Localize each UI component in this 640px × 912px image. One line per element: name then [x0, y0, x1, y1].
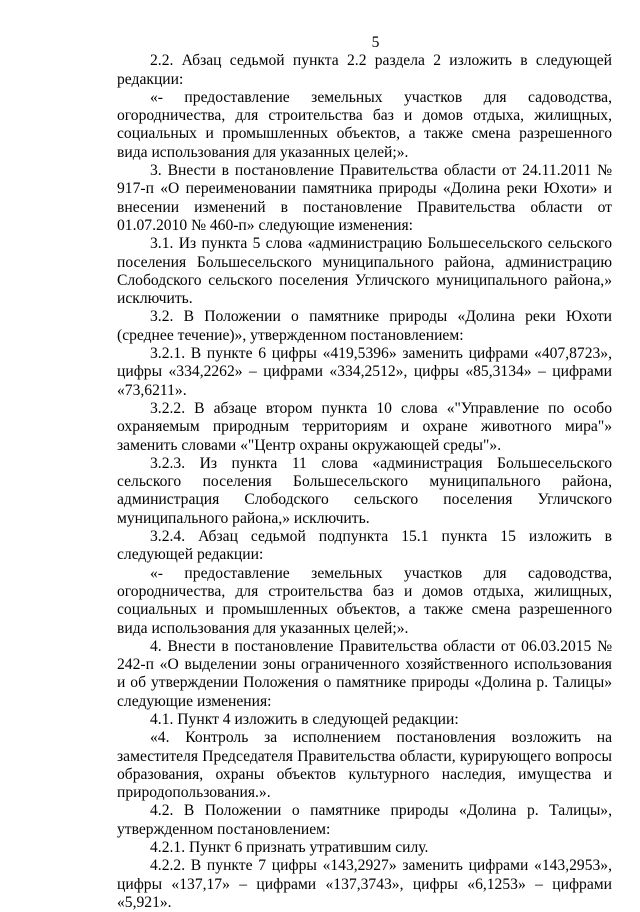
paragraph-3-2-4: 3.2.4. Абзац седьмой подпункта 15.1 пункта 15 изложить в следующей редакции:	[117, 528, 612, 564]
paragraph-4-2-1: 4.2.1. Пункт 6 признать утратившим силу.	[150, 839, 429, 857]
paragraph-2-2: 2.2. Абзац седьмой пункта 2.2 раздела 2 изложить в следующей редакции:	[117, 52, 612, 88]
paragraph-quote-3: «4. Контроль за исполнением постановления возложить на заместителя Председателя Правительства области, курирующего вопросы образования, охраны объектов культурного наследия, имущества и природопользования.».	[117, 729, 612, 802]
paragraph-quote-2: «- предоставление земельных участков для садоводства, огородничества, для строительства баз и домов отдыха, жилищных, социальных и промышленных объектов, а также смена разрешенного вида использования для указанных целей;».	[117, 564, 612, 637]
paragraph-3: 3. Внести в постановление Правительства области от 24.11.2011 № 917-п «О переименовании памятника природы «Долина реки Юхоти» и внесении изменений в постановление Правительства области от 01.07.2010 № 460-п» следующие изменения:	[117, 162, 612, 234]
paragraph-3-2: 3.2. В Положении о памятнике природы «Долина реки Юхоти (среднее течение)», утвержденном постановлением:	[117, 308, 612, 344]
paragraph-quote-1: «- предоставление земельных участков для садоводства, огородничества, для строительства баз и домов отдыха, жилищных, социальных и промышленных объектов, а также смена разрешенного вида использования для указанных целей;».	[117, 88, 612, 161]
paragraph-3-2-2: 3.2.2. В абзаце втором пункта 10 слова «"Управление по особо охраняемым природным территориям и охране животного мира"» заменить словами «"Центр охраны окружающей среды"».	[117, 399, 612, 454]
paragraph-4: 4. Внести в постановление Правительства области от 06.03.2015 № 242-п «О выделении зоны ограниченного хозяйственного использования и об утверждении Положения о памятнике природы «Долина р. Талицы» следующие изменения:	[117, 637, 612, 710]
paragraph-3-2-1: 3.2.1. В пункте 6 цифры «419,5396» заменить цифрами «407,8723», цифры «334,2262» – цифрами «334,2512», цифры «85,3134» – цифрами «73,6211».	[117, 345, 612, 399]
paragraph-4-1: 4.1. Пункт 4 изложить в следующей редакции:	[150, 710, 459, 728]
page-number: 5	[371, 34, 380, 51]
paragraph-4-2: 4.2. В Положении о памятнике природы «Долина р. Талицы», утвержденном постановлением:	[117, 802, 612, 838]
paragraph-3-2-3: 3.2.3. Из пункта 11 слова «администрация Большесельского сельского поселения Большесельского муниципального района, администрация Слободского сельского поселения Угличского муниципального района,» исключить.	[117, 454, 612, 527]
paragraph-4-2-2: 4.2.2. В пункте 7 цифры «143,2927» заменить цифрами «143,2953», цифры «137,17» – цифрами «137,3743», цифры «6,1253» – цифрами «5,921».	[117, 857, 612, 911]
paragraph-3-1: 3.1. Из пункта 5 слова «администрацию Большесельского сельского поселения Большесельского муниципального района, администрацию Слободского сельского поселения Угличского муниципального района,» исключить.	[117, 235, 612, 308]
